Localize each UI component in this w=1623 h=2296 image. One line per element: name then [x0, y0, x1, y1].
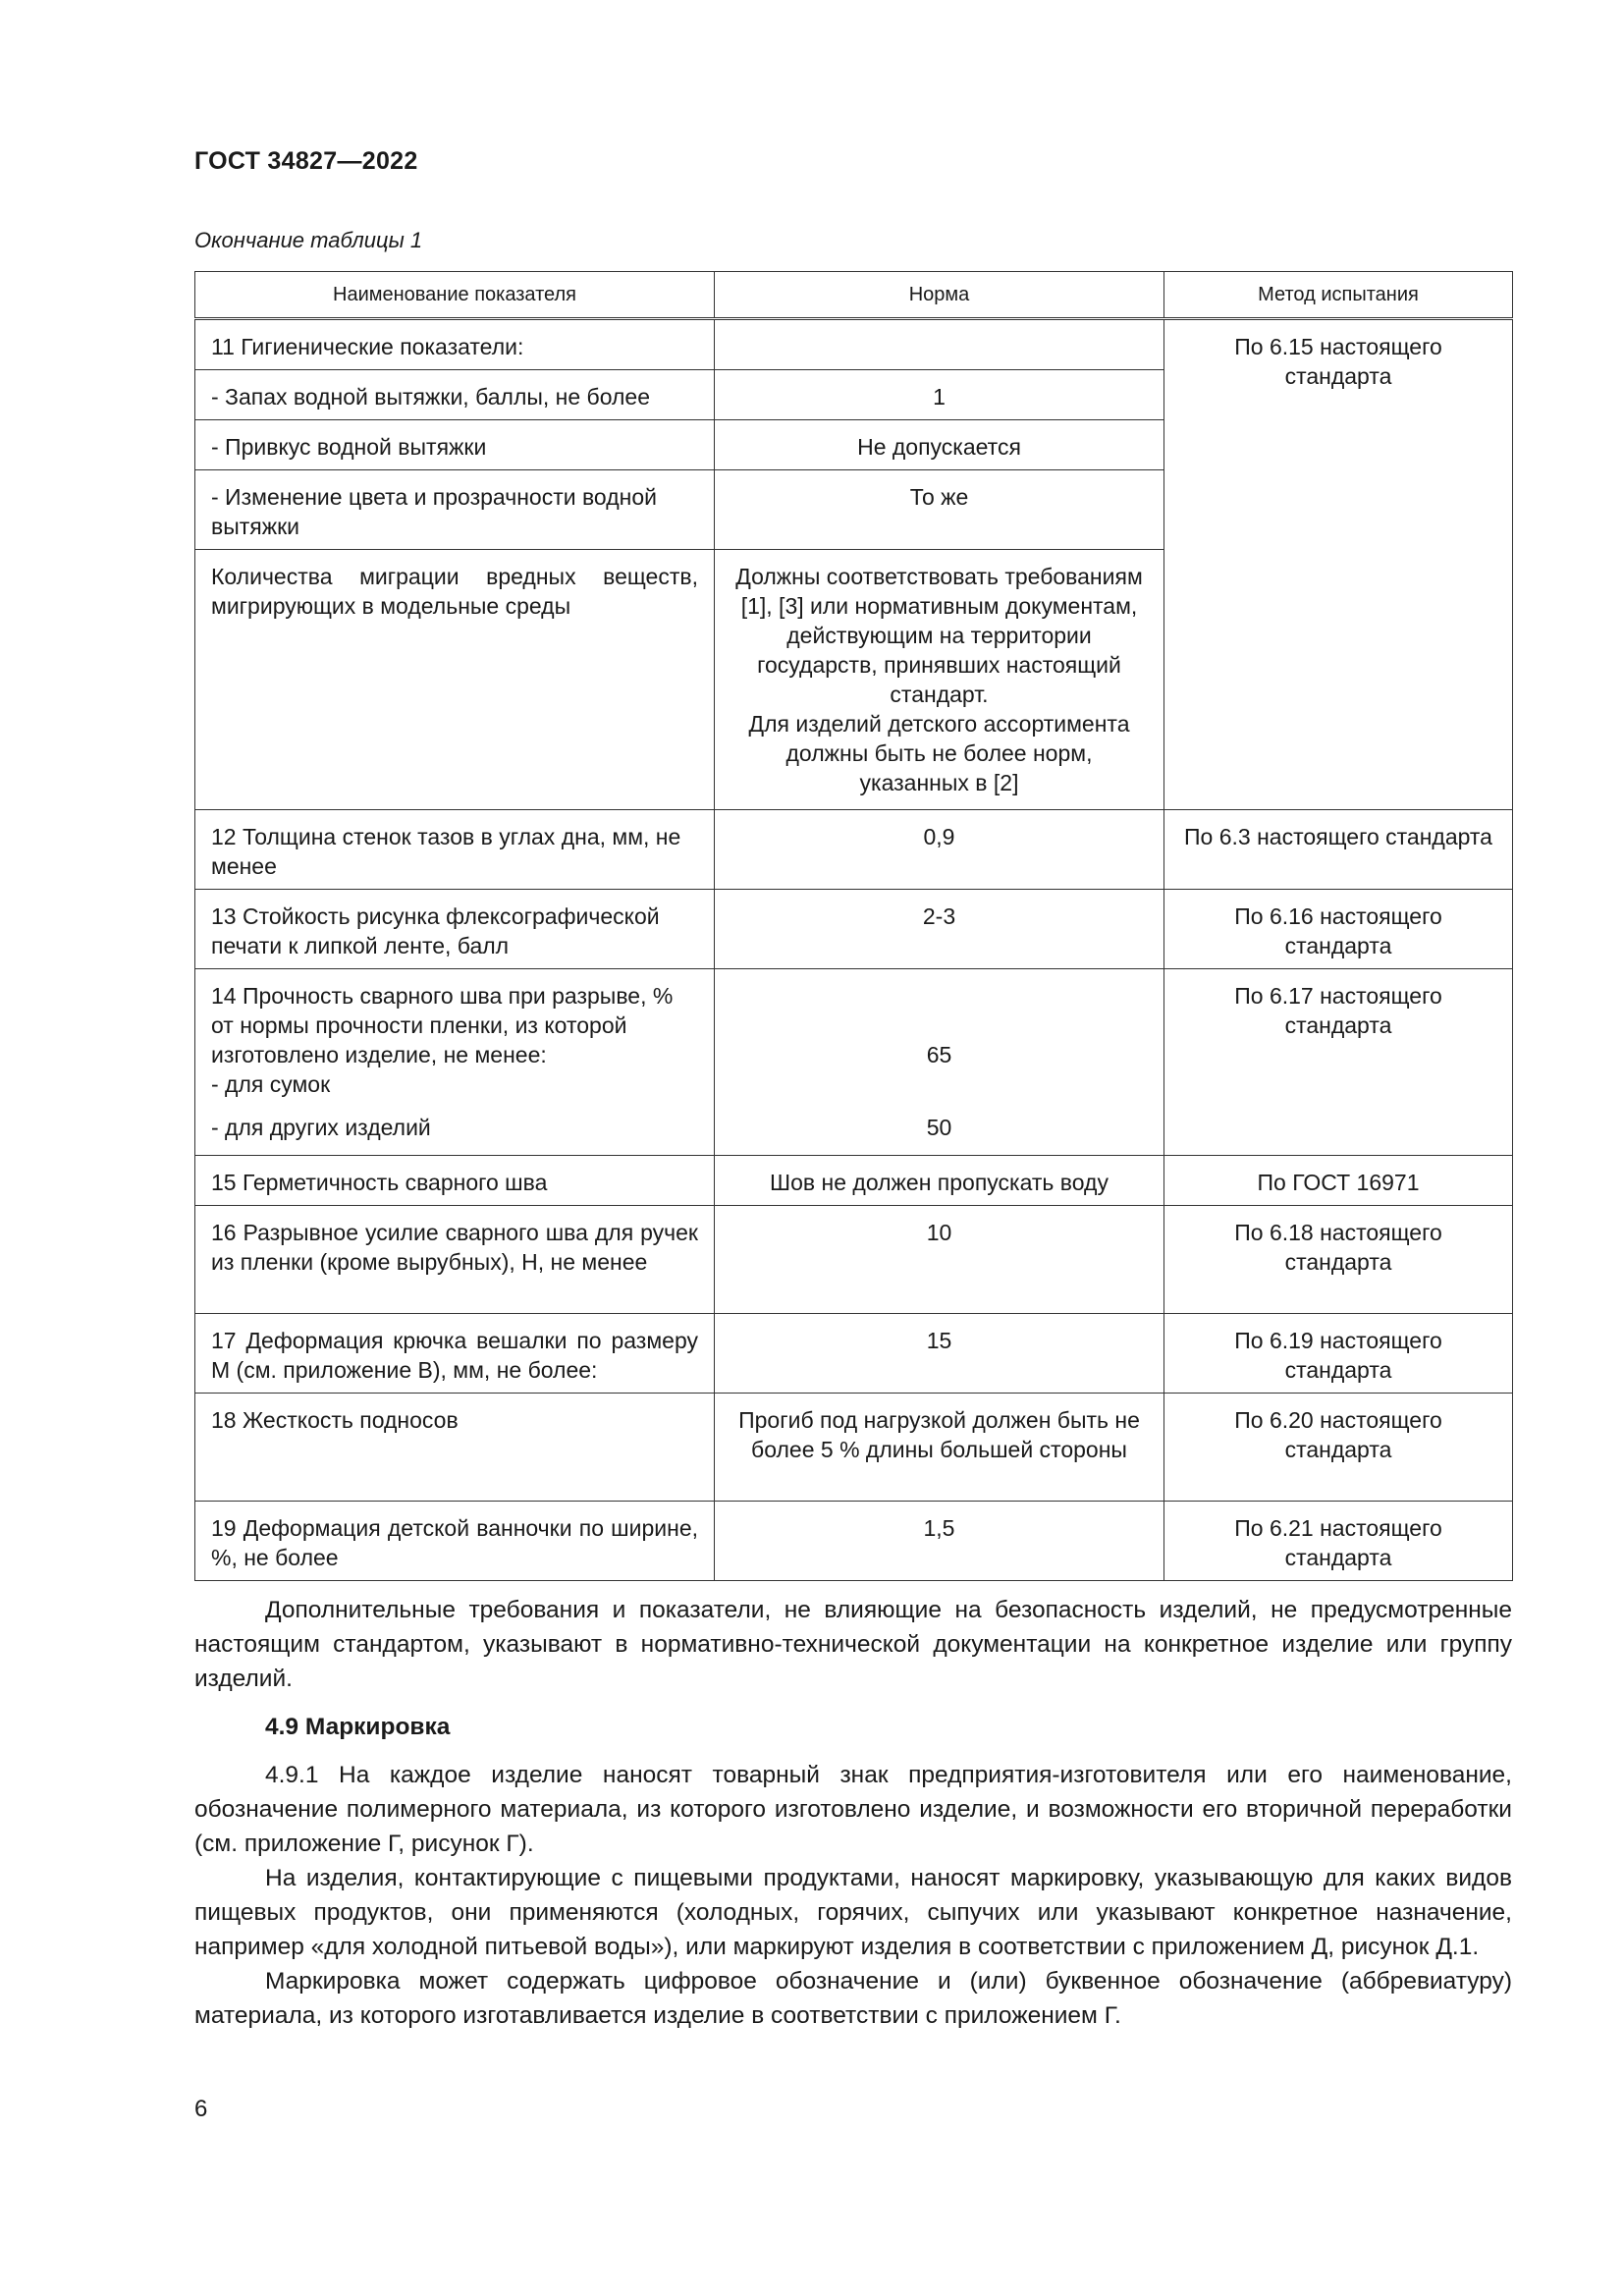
- indicator-name: 15 Герметичность сварного шва: [195, 1156, 715, 1206]
- norm-value: 10: [715, 1206, 1164, 1314]
- table-row: [195, 810, 1513, 890]
- test-method: По 6.17 настоящего стандарта: [1164, 969, 1513, 1156]
- column-header-name: Наименование показателя: [195, 272, 715, 319]
- norm-text: Для изделий детского ассортимента должны быть не более норм, указанных в [2]: [748, 711, 1130, 795]
- table-row: [195, 969, 1513, 1156]
- indicator-name: 13 Стойкость рисунка флексографической печати к липкой ленте, балл: [195, 890, 715, 969]
- paragraph-additional-requirements: Дополнительные требования и показатели, не влияющие на безопасность изделий, не предусмотренные настоящим стандартом, указывают в нормативно-технической документации на конкретное изделие или группу изделий.: [194, 1597, 1512, 1692]
- paragraph-food-contact: На изделия, контактирующие с пищевыми продуктами, наносят маркировку, указывающую для каких видов пищевых продуктов, они применяются (холодных, горячих, сыпучих или указывают конкретное назначение, например «для холодной питьевой воды»), или маркируют изделия в соответствии с приложением Д, рисунок Д.1.: [194, 1865, 1512, 1960]
- norm-text: 65: [926, 1042, 952, 1067]
- norm-text: Должны соответствовать требованиям [1], [3] или нормативным документам, действующим на территории государств, принявших настоящий стандарт.: [735, 564, 1143, 707]
- table-row: [195, 890, 1513, 969]
- table-row: [195, 1314, 1513, 1394]
- indicator-name: - Привкус водной вытяжки: [195, 420, 715, 470]
- table-row: [195, 1394, 1513, 1502]
- norm-value: То же: [715, 470, 1164, 550]
- sub-indicator: - для сумок: [211, 1071, 331, 1097]
- norm-value: 1,5: [715, 1502, 1164, 1581]
- requirements-table: [194, 271, 1513, 1581]
- table-row: [195, 1206, 1513, 1314]
- table-row: [195, 1502, 1513, 1581]
- indicator-name: - Запах водной вытяжки, баллы, не более: [195, 370, 715, 420]
- document-code: ГОСТ 34827—2022: [194, 147, 418, 175]
- indicator-name: 19 Деформация детской ванночки по ширине, %, не более: [195, 1502, 715, 1581]
- norm-value: 2-3: [715, 890, 1164, 969]
- table-row: [195, 319, 1513, 370]
- norm-value: [715, 550, 1164, 810]
- test-method: По 6.3 настоящего стандарта: [1164, 810, 1513, 890]
- norm-value: 15: [715, 1314, 1164, 1394]
- paragraph-4-9-1: 4.9.1 На каждое изделие наносят товарный знак предприятия-изготовителя или его наименование, обозначение полимерного материала, из которого изготовлено изделие, и возможности его вторичной переработки (см. приложение Г, рисунок Г).: [194, 1762, 1512, 1857]
- norm-value: Шов не должен пропускать воду: [715, 1156, 1164, 1206]
- norm-text: 50: [926, 1115, 952, 1140]
- test-method: По ГОСТ 16971: [1164, 1156, 1513, 1206]
- table-caption: Окончание таблицы 1: [194, 228, 423, 252]
- page-number: 6: [194, 2096, 208, 2122]
- test-method: По 6.15 настоящего стандарта: [1164, 319, 1513, 810]
- sub-indicator: - для других изделий: [211, 1115, 431, 1140]
- test-method: По 6.20 настоящего стандарта: [1164, 1394, 1513, 1502]
- indicator-text: 14 Прочность сварного шва при разрыве, % от нормы прочности пленки, из которой изготовлено изделие, не менее:: [211, 983, 674, 1067]
- column-header-norm: Норма: [715, 272, 1164, 319]
- norm-value: 0,9: [715, 810, 1164, 890]
- norm-value: [715, 969, 1164, 1156]
- paragraph-material-code: Маркировка может содержать цифровое обозначение и (или) буквенное обозначение (аббревиатуру) материала, из которого изготавливается изделие в соответствии с приложением Г.: [194, 1968, 1512, 2029]
- table-row: [195, 1156, 1513, 1206]
- column-header-method: Метод испытания: [1164, 272, 1513, 319]
- test-method: По 6.18 настоящего стандарта: [1164, 1206, 1513, 1314]
- indicator-name: 12 Толщина стенок тазов в углах дна, мм, не менее: [195, 810, 715, 890]
- norm-value: [715, 319, 1164, 370]
- test-method: По 6.19 настоящего стандарта: [1164, 1314, 1513, 1394]
- section-title: 4.9 Маркировка: [265, 1714, 451, 1740]
- test-method: По 6.21 настоящего стандарта: [1164, 1502, 1513, 1581]
- norm-value: Прогиб под нагрузкой должен быть не более 5 % длины большей стороны: [715, 1394, 1164, 1502]
- indicator-name: - Изменение цвета и прозрачности водной вытяжки: [195, 470, 715, 550]
- norm-value: 1: [715, 370, 1164, 420]
- body-text: [194, 1593, 1512, 2033]
- norm-value: Не допускается: [715, 420, 1164, 470]
- test-method: По 6.16 настоящего стандарта: [1164, 890, 1513, 969]
- indicator-name: 17 Деформация крючка вешалки по размеру М (см. приложение В), мм, не более:: [195, 1314, 715, 1394]
- indicator-name: 16 Разрывное усилие сварного шва для ручек из пленки (кроме вырубных), Н, не менее: [195, 1206, 715, 1314]
- indicator-name: 18 Жесткость подносов: [195, 1394, 715, 1502]
- indicator-name: [195, 969, 715, 1156]
- indicator-name: Количества миграции вредных веществ, мигрирующих в модельные среды: [195, 550, 715, 810]
- table-header-row: [195, 272, 1513, 319]
- indicator-name: 11 Гигиенические показатели:: [195, 319, 715, 370]
